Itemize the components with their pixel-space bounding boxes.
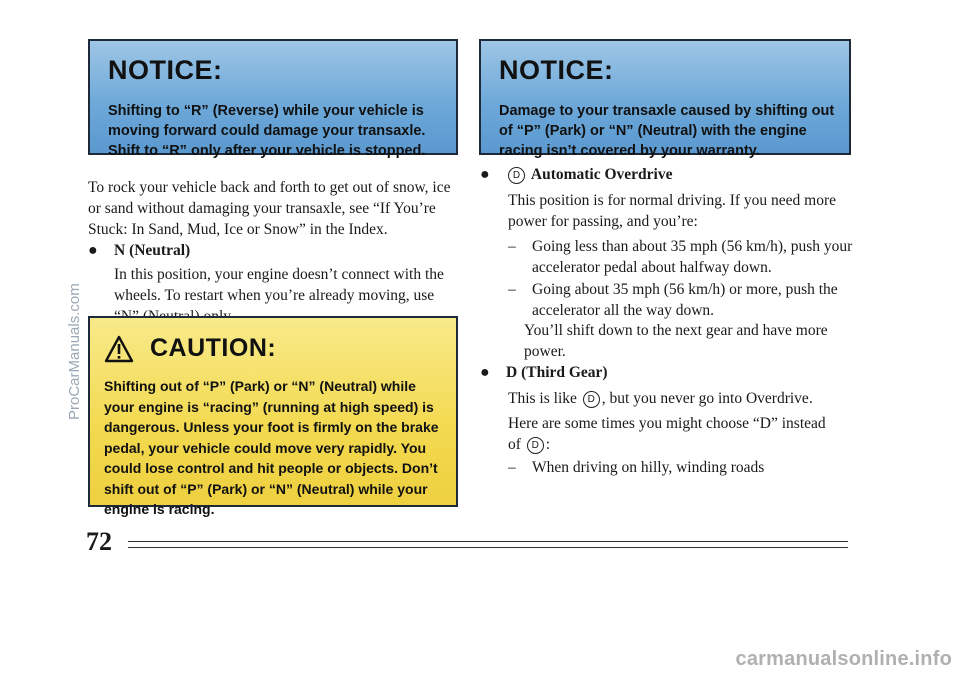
notice-box-warranty — [479, 39, 851, 159]
overdrive-circled-d-icon: D — [508, 167, 525, 184]
overdrive-paragraph: This position is for normal driving. If you need more power for passing, and you’re: — [508, 192, 837, 230]
notice-heading: NOTICE: — [499, 55, 614, 85]
bullet-icon: ● — [480, 166, 490, 183]
dash-item: – Going less than about 35 mph (56 km/h), push your accelerator pedal about halfway down. — [508, 238, 853, 276]
third-gear-line — [508, 388, 853, 409]
overdrive-circled-d-icon: D — [527, 437, 544, 454]
dash-item: – When driving on hilly, winding roads — [508, 457, 853, 478]
neutral-paragraph: In this position, your engine doesn’t connect with the wheels. To restart when you’re already moving, use — [114, 266, 444, 304]
warning-triangle-icon — [104, 335, 134, 363]
overdrive-bullet — [480, 164, 673, 185]
choose-d-paragraph — [508, 413, 853, 455]
caution-header — [104, 334, 276, 363]
bullet-icon: ● — [88, 242, 98, 259]
rock-vehicle-paragraph: To rock your vehicle back and forth to get out of snow, ice or sand without damaging your transaxle, see “If You’re Stuck: In Sand, Mud, Ice or Snow” in the Index. — [88, 179, 451, 238]
dash-text: Going about 35 mph (56 km/h) or more, push the accelerator all the way down. — [532, 281, 838, 319]
neutral-bullet — [88, 240, 190, 261]
shift-down-paragraph: You’ll shift down to the next gear and have more power. — [524, 322, 828, 360]
notice-box-reverse — [88, 39, 458, 159]
caution-body: Shifting out of “P” (Park) or “N” (Neutral) while your engine is “racing” (running at high speed) is dangerous. Unless your foot is firmly on the brake pedal, your vehicle could move very rapidly. You could lose control and hit people or objects. Don’t shift out of “P” (Park) or “N” (Neutral) while your engine is racing. — [104, 378, 439, 517]
notice-body: Damage to your transaxle caused by shifting out of “P” (Park) or “N” (Neutral) with the engine racing isn’t covered by your warranty. — [499, 103, 835, 159]
dash-item: – Going about 35 mph (56 km/h) or more, push the accelerator all the way down. — [508, 279, 853, 321]
caution-heading: CAUTION: — [150, 334, 277, 362]
side-watermark: ProCarManuals.com — [66, 283, 83, 420]
bullet-icon: ● — [480, 364, 490, 381]
footer-rule-top — [128, 541, 848, 542]
overdrive-circled-d-icon: D — [583, 391, 600, 408]
dash-text: When driving on hilly, winding roads — [532, 459, 765, 476]
bottom-watermark: carmanualsonline.info — [735, 648, 952, 670]
notice-body: Shifting to “R” (Reverse) while your vehicle is moving forward could damage your transaxle. Shift to “R” only after your vehicle is stopped. — [108, 103, 426, 159]
third-gear-bullet — [480, 362, 608, 383]
third-gear-heading: D (Third Gear) — [506, 364, 608, 381]
notice-heading: NOTICE: — [108, 55, 223, 85]
choose-d-line-2-pre: of — [508, 436, 521, 453]
page-number: 72 — [86, 527, 112, 556]
neutral-heading: N (Neutral) — [114, 242, 191, 259]
choose-d-line-1: Here are some times you might choose “D” instead — [508, 415, 826, 432]
third-gear-text-pre: This is like — [508, 390, 577, 407]
caution-box — [88, 316, 458, 517]
third-gear-text-post: , but you never go into Overdrive. — [601, 390, 813, 407]
dash-text: Going less than about 35 mph (56 km/h), push your accelerator pedal about halfway down. — [532, 238, 853, 276]
footer-rule-bottom — [128, 547, 848, 548]
overdrive-heading: Automatic Overdrive — [530, 166, 673, 183]
choose-d-line-2-post: : — [545, 436, 551, 453]
